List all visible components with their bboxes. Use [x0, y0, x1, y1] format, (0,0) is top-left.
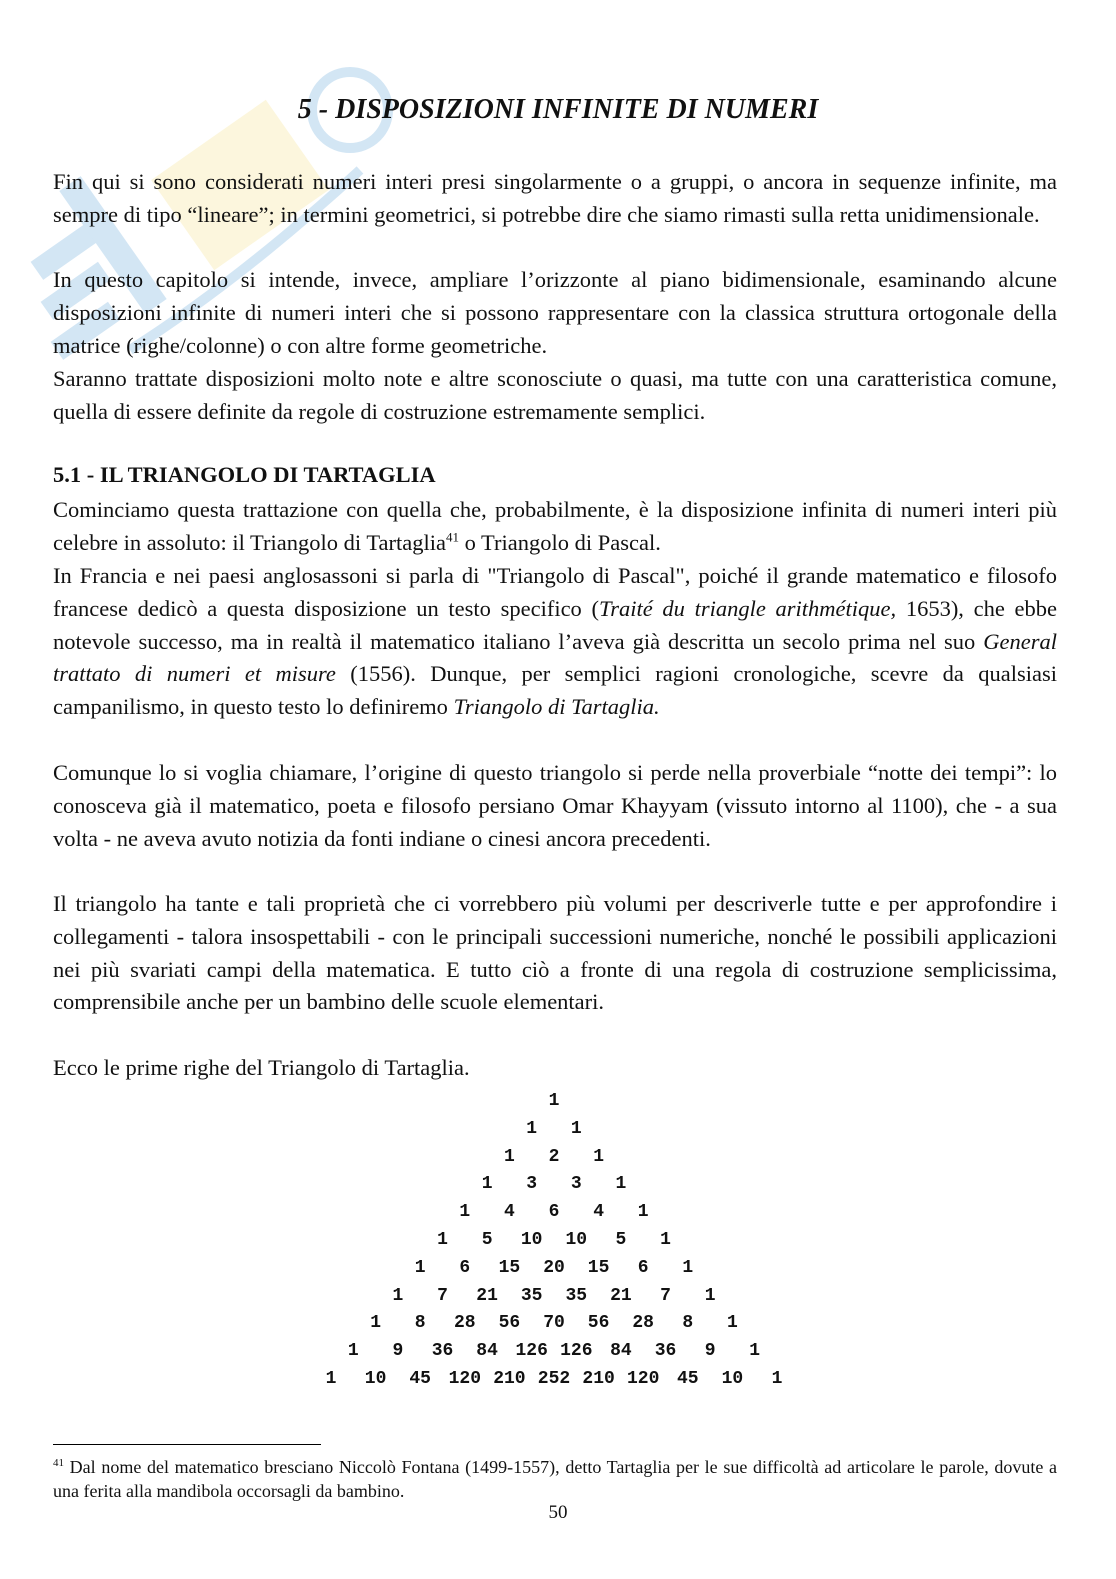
paragraph-text: Cominciamo questa trattazione con quella che, probabilmente, è la disposizione infinita di numeri interi più celebre in assoluto: il Triangolo di Tartaglia: [53, 497, 1057, 555]
triangle-number: 10: [364, 1368, 387, 1389]
triangle-number: 1: [548, 1091, 560, 1111]
section-paragraph-5: Ecco le prime righe del Triangolo di Tartaglia.: [53, 1055, 470, 1080]
triangle-number: 10: [721, 1368, 744, 1389]
triangle-number: 1: [749, 1341, 761, 1362]
footnote-mark: 41: [53, 1457, 64, 1469]
triangle-number: 120: [448, 1368, 481, 1389]
footnote-separator: [53, 1444, 321, 1445]
triangle-number: 1: [771, 1368, 783, 1389]
triangle-number: 45: [676, 1368, 699, 1389]
book-title-general-trattato: General trattato di numeri et misure: [53, 628, 1057, 687]
triangle-row: [0, 1116, 1116, 1144]
triangle-row: [0, 1171, 1116, 1199]
triangle-number: 20: [543, 1257, 565, 1278]
triangle-number: 6: [637, 1257, 649, 1278]
footnote: [53, 1455, 1057, 1503]
triangle-number: 9: [392, 1341, 404, 1362]
section-paragraph-1: [53, 494, 1057, 560]
triangle-number: 9: [704, 1341, 716, 1362]
triangle-number: 1: [370, 1313, 381, 1334]
book-title-traite: Traité du triangle arithmétique,: [598, 595, 897, 621]
triangle-number: 120: [626, 1368, 660, 1389]
triangle-row: [0, 1255, 1116, 1283]
triangle-number: 56: [587, 1313, 610, 1334]
triangle-number: 1: [570, 1118, 582, 1139]
triangle-number: 84: [476, 1341, 498, 1362]
chapter-title: 5 - DISPOSIZIONI INFINITE DI NUMERI: [297, 94, 819, 125]
triangle-number: 15: [587, 1257, 610, 1278]
triangle-number: 21: [476, 1285, 498, 1306]
triangle-row: [0, 1199, 1116, 1227]
paragraph-text: o Triangolo di Pascal.: [458, 529, 661, 555]
triangle-number: 8: [682, 1313, 694, 1334]
section-paragraph-2: [53, 560, 1057, 724]
section-title: 5.1 - IL TRIANGOLO DI TARTAGLIA: [53, 462, 436, 487]
triangle-number: 7: [437, 1285, 448, 1306]
triangle-number: 1: [437, 1229, 448, 1250]
triangle-row: [0, 1088, 1116, 1116]
intro-paragraph-1: Fin qui si sono considerati numeri interi presi singolarmente o a gruppi, o ancora in sequenze infinite, ma sempre di tipo “lineare”; in termini geometrici, si potrebbe dire che siamo rimasti sulla retta unidimensionale.: [53, 169, 1057, 227]
triangle-number: 2: [548, 1146, 560, 1167]
triangle-number: 126: [515, 1341, 548, 1362]
triangle-number: 10: [565, 1229, 588, 1250]
triangle-number: 1: [392, 1285, 404, 1306]
triangle-number: 56: [498, 1313, 521, 1334]
triangle-number: 36: [431, 1341, 454, 1362]
triangle-row: [0, 1283, 1116, 1311]
triangle-row: [0, 1338, 1116, 1366]
triangle-number: 6: [459, 1257, 471, 1278]
triangle-number: 210: [582, 1368, 615, 1389]
triangle-number: 1: [481, 1174, 493, 1195]
triangle-number: 36: [654, 1341, 677, 1362]
triangle-number: 252: [537, 1368, 571, 1389]
triangle-number: 21: [610, 1285, 632, 1306]
triangle-number: 28: [632, 1313, 654, 1334]
triangle-number: 10: [520, 1229, 543, 1250]
triangle-number: 1: [637, 1202, 649, 1223]
triangle-number: 7: [660, 1285, 671, 1306]
triangle-number: 126: [560, 1341, 593, 1362]
triangle-number: 1: [615, 1174, 627, 1195]
triangle-number: 35: [565, 1285, 588, 1306]
triangle-number: 28: [453, 1313, 476, 1334]
paragraph-text: 1653), che ebbe notevole successo, ma in realtà il matematico italiano l’aveva già descritta un secolo prima nel suo: [53, 595, 1057, 654]
triangle-number: 45: [409, 1368, 431, 1389]
triangle-number: 5: [481, 1229, 493, 1250]
intro-paragraph-2: In questo capitolo si intende, invece, ampliare l’orizzonte al piano bidimensionale, esaminando alcune disposizioni infinite di numeri interi che si possono rappresentare con la classica struttura ortogonale della matrice (righe/colonne) o con altre forme geometriche.: [53, 267, 1057, 358]
triangle-number: 8: [414, 1313, 426, 1334]
triangle-number: 35: [520, 1285, 543, 1306]
triangle-number: 1: [414, 1257, 426, 1278]
page-number: 50: [548, 1502, 568, 1523]
triangle-number: 15: [498, 1257, 521, 1278]
triangle-number: 3: [526, 1174, 538, 1195]
triangle-number: 1: [347, 1341, 359, 1362]
triangle-row: [0, 1310, 1116, 1338]
triangle-number: 1: [503, 1146, 515, 1167]
triangle-number: 3: [570, 1174, 582, 1195]
triangle-number: 4: [503, 1202, 515, 1223]
triangle-number: 1: [704, 1285, 716, 1306]
triangle-number: 1: [726, 1313, 738, 1334]
triangle-number: 5: [615, 1229, 627, 1250]
triangle-number: 1: [682, 1257, 694, 1278]
footnote-reference: 41: [445, 529, 459, 545]
triangle-number: 6: [548, 1202, 560, 1223]
footnote-text: Dal nome del matematico bresciano Niccolò Fontana (1499-1557), detto Tartaglia per le sue difficoltà ad articolare le parole, dovute a una ferita alla mandibola occorsagli da bambino.: [53, 1457, 1057, 1501]
section-paragraph-3: Comunque lo si voglia chiamare, l’origine di questo triangolo si perde nella proverbiale “notte dei tempi”: lo conosceva già il matematico, poeta e filosofo persiano Omar Khayyam (vissuto intorno al 1100), che - a sua volta - ne aveva avuto notizia da fonti indiane o cinesi ancora precedenti.: [53, 760, 1057, 851]
tartaglia-triangle: [0, 1088, 1116, 1394]
triangle-number: 1: [526, 1118, 538, 1139]
section-paragraph-4: Il triangolo ha tante e tali proprietà che ci vorrebbero più volumi per descriverle tutte e per approfondire i collegamenti - talora insospettabili - con le principali successioni numeriche, nonché le possibili applicazioni nei più svariati campi della matematica. E tutto ciò a fronte di una regola di costruzione semplicissima, comprensibile anche per un bambino delle scuole elementari.: [53, 891, 1057, 1015]
triangle-row: [0, 1366, 1116, 1394]
triangle-number: 84: [610, 1341, 632, 1362]
intro-paragraph-3: Saranno trattate disposizioni molto note e altre sconosciute o quasi, ma tutte con una caratteristica comune, quella di essere definite da regole di costruzione estremamente semplici.: [53, 366, 1057, 424]
triangle-number: 1: [660, 1229, 671, 1250]
triangle-number: 70: [543, 1313, 565, 1334]
term-triangolo-di-tartaglia: Triangolo di Tartaglia.: [453, 694, 660, 720]
paragraph-text: (1556). Dunque, per semplici ragioni cronologiche, scevre da qualsiasi campanilismo, in questo testo lo definiremo: [53, 661, 1057, 720]
triangle-number: 210: [493, 1368, 526, 1389]
triangle-row: [0, 1144, 1116, 1172]
triangle-number: 4: [593, 1202, 604, 1223]
triangle-number: 1: [325, 1368, 337, 1389]
triangle-number: 1: [459, 1202, 471, 1223]
triangle-number: 1: [593, 1146, 604, 1167]
triangle-row: [0, 1227, 1116, 1255]
paragraph-text: In Francia e nei paesi anglosassoni si parla di "Triangolo di Pascal", poiché il grande matematico e filosofo francese dedicò a questa disposizione un testo specifico (: [53, 563, 1057, 621]
